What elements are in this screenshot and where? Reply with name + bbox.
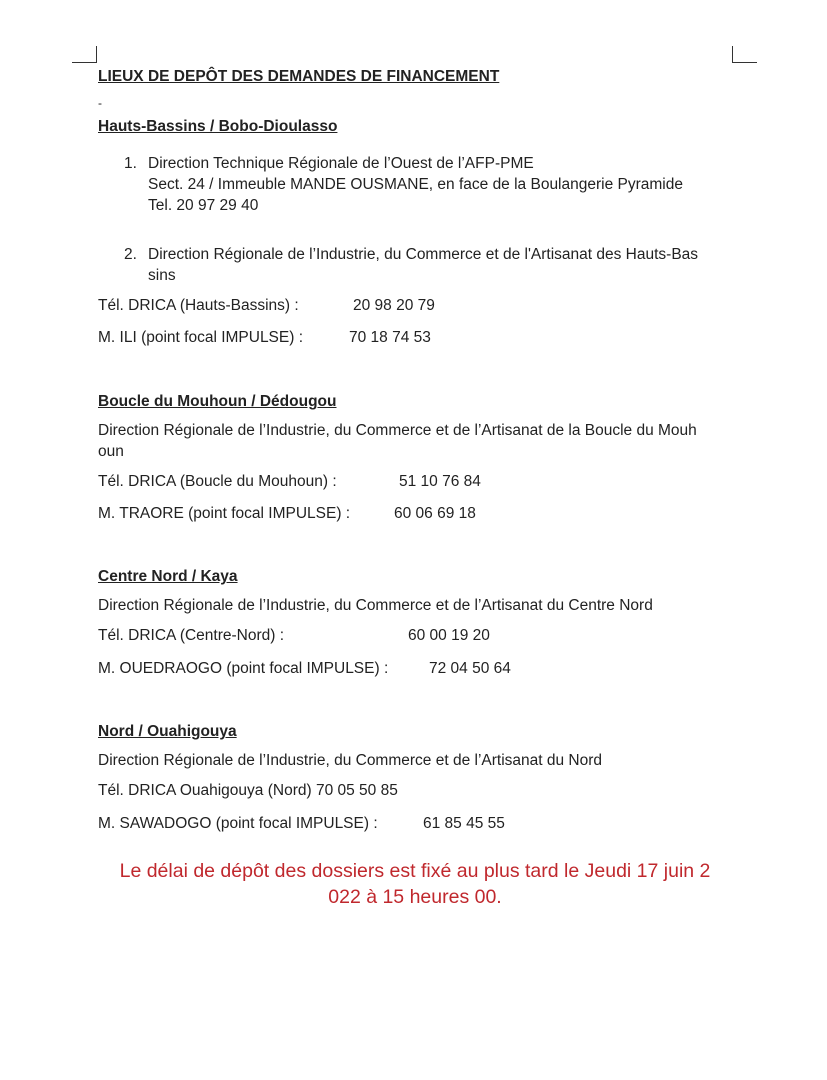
contact-phone: 51 10 76 84 <box>399 473 481 490</box>
crop-mark-top-left <box>72 46 97 63</box>
section-text-line: Direction Régionale de l’Industrie, du Commerce et de l’Artisanat de la Boucle du Mouh <box>98 422 697 439</box>
deadline-notice <box>90 858 740 910</box>
section-text-line: oun <box>98 443 124 460</box>
section-heading-nord: Nord / Ouahigouya <box>98 723 237 740</box>
list-item-line: Tel. 20 97 29 40 <box>148 197 259 214</box>
contact-label: M. SAWADOGO (point focal IMPULSE) : <box>98 815 378 832</box>
deadline-notice-line: Le délai de dépôt des dossiers est fixé au plus tard le Jeudi 17 juin 2 <box>119 860 711 882</box>
section-heading-hauts-bassins: Hauts-Bassins / Bobo-Dioulasso <box>98 118 338 135</box>
list-item-line: sins <box>148 267 176 284</box>
contact-phone: 60 06 69 18 <box>394 505 476 522</box>
page-title: LIEUX DE DEPÔT DES DEMANDES DE FINANCEMENT <box>98 68 500 85</box>
section-heading-boucle-du-mouhoun: Boucle du Mouhoun / Dédougou <box>98 393 337 410</box>
contact-label: M. OUEDRAOGO (point focal IMPULSE) : <box>98 660 389 677</box>
section-text-line: Direction Régionale de l’Industrie, du Commerce et de l’Artisanat du Centre Nord <box>98 597 653 614</box>
contact-label: Tél. DRICA (Boucle du Mouhoun) : <box>98 473 337 490</box>
section-heading-centre-nord: Centre Nord / Kaya <box>98 568 238 585</box>
contact-phone: 20 98 20 79 <box>353 297 435 314</box>
contact-phone: 70 18 74 53 <box>349 329 431 346</box>
contact-label: M. TRAORE (point focal IMPULSE) : <box>98 505 351 522</box>
contact-label: Tél. DRICA Ouahigouya (Nord) 70 05 50 85 <box>98 782 398 799</box>
contact-phone: 60 00 19 20 <box>408 627 490 644</box>
list-item-number: 1. <box>124 155 137 172</box>
list-item-line: Sect. 24 / Immeuble MANDE OUSMANE, en face de la Boulangerie Pyramide <box>148 176 683 193</box>
list-item-line: Direction Régionale de l’Industrie, du Commerce et de l'Artisanat des Hauts-Bas <box>148 246 699 263</box>
contact-label: M. ILI (point focal IMPULSE) : <box>98 329 304 346</box>
list-item-line: Direction Technique Régionale de l’Ouest de l’AFP-PME <box>148 155 534 172</box>
contact-label: Tél. DRICA (Hauts-Bassins) : <box>98 297 299 314</box>
contact-phone: 61 85 45 55 <box>423 815 505 832</box>
crop-mark-top-right <box>732 46 757 63</box>
separator-mark: - <box>98 96 102 110</box>
contact-label: Tél. DRICA (Centre-Nord) : <box>98 627 285 644</box>
contact-phone: 72 04 50 64 <box>429 660 511 677</box>
list-item-number: 2. <box>124 246 137 263</box>
section-text-line: Direction Régionale de l’Industrie, du Commerce et de l’Artisanat du Nord <box>98 752 602 769</box>
deadline-notice-line: 022 à 15 heures 00. <box>328 886 502 908</box>
